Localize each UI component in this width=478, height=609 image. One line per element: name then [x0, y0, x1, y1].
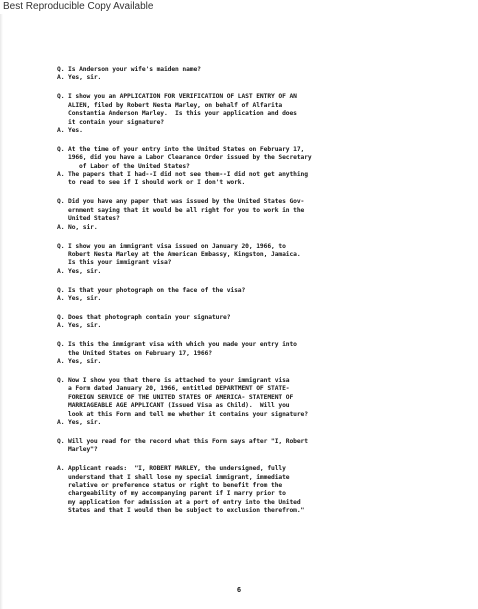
transcript-line	[57, 419, 462, 427]
answer-marker: A.	[57, 74, 65, 82]
answer-marker: A.	[57, 223, 65, 231]
question-marker: Q.	[57, 313, 65, 321]
transcript-line	[57, 215, 462, 223]
transcript-line	[57, 154, 462, 162]
qa-block	[57, 438, 462, 455]
question-marker: Q.	[57, 198, 65, 206]
line-text: Does that photograph contain your signature?	[68, 313, 231, 321]
line-text: Did you have any paper that was issued by the United States Gov-	[68, 198, 305, 206]
transcript-line	[57, 146, 462, 154]
line-text: 1966, did you have a Labor Clearance Order issued by the Secretary	[68, 154, 312, 162]
transcript-line	[57, 163, 462, 171]
line-text: At the time of your entry into the United States on February 17,	[68, 145, 305, 153]
line-text: a Form dated January 20, 1966, entitled DEPARTMENT OF STATE-	[68, 385, 290, 393]
transcript-line	[57, 446, 462, 454]
transcript-line	[57, 110, 462, 118]
line-text: No, sir.	[68, 223, 98, 231]
line-text: States and that I would then be subject to exclusion therefrom."	[68, 507, 305, 515]
transcript-line	[57, 402, 462, 410]
qa-block	[57, 146, 462, 188]
line-text: the United States on February 17, 1966?	[68, 349, 212, 357]
transcript-line	[57, 119, 462, 127]
qa-block	[57, 465, 462, 515]
transcript-line	[57, 314, 462, 322]
line-text: Yes, sir.	[68, 295, 102, 303]
qa-block	[57, 198, 462, 232]
line-text: Is that your photograph on the face of the visa?	[68, 286, 246, 294]
answer-marker: A.	[57, 419, 65, 426]
transcript-line	[57, 465, 462, 473]
answer-marker: A.	[57, 126, 65, 134]
scan-edge	[0, 14, 3, 609]
answer-marker: A.	[57, 171, 65, 179]
transcript-line	[57, 207, 462, 215]
line-text: Yes, sir.	[68, 322, 102, 330]
transcript-line	[57, 243, 462, 251]
transcript-line	[57, 411, 462, 419]
line-text: FOREIGN SERVICE OF THE UNITED STATES OF AMERICA- STATEMENT OF	[68, 393, 294, 401]
transcript-line	[57, 127, 462, 135]
line-text: Applicant reads: "I, ROBERT MARLEY, the undersigned, fully	[68, 465, 286, 473]
line-text: I show you an APPLICATION FOR VERIFICATION OF LAST ENTRY OF AN	[68, 93, 297, 101]
answer-marker: A.	[57, 322, 65, 330]
transcript-line	[57, 74, 462, 82]
transcript-line	[57, 102, 462, 110]
question-marker: Q.	[57, 376, 65, 384]
line-text: ALIEN, filed by Robert Nesta Marley, on behalf of Alfarita	[68, 101, 283, 109]
line-text: MARRIAGEABLE AGE APPLICANT (Issued Visa as Child). Will you	[68, 402, 290, 410]
line-text: look at this Form and tell me whether it contains your signature?	[68, 410, 308, 418]
line-text: The papers that I had--I did not see them--I did not get anything	[68, 171, 308, 179]
question-marker: Q.	[57, 286, 65, 294]
question-marker: Q.	[57, 145, 65, 153]
transcript-line	[57, 224, 462, 232]
line-text: it contain your signature?	[68, 118, 164, 126]
answer-marker: A.	[57, 358, 65, 366]
transcript-line	[57, 66, 462, 74]
transcript-line	[57, 93, 462, 101]
transcript-line	[57, 394, 462, 402]
transcript-line	[57, 259, 462, 267]
line-text: Yes, sir.	[68, 74, 102, 82]
line-text: chargeability of my accompanying parent if I marry prior to	[68, 490, 286, 498]
transcript-line	[57, 268, 462, 276]
qa-block	[57, 314, 462, 331]
transcript-line	[57, 358, 462, 366]
question-marker: Q.	[57, 66, 65, 73]
line-text: Is this your immigrant visa?	[68, 259, 172, 267]
line-text: Yes, sir.	[68, 267, 102, 275]
line-text: United States?	[68, 215, 120, 223]
reproduction-banner: Best Reproducible Copy Available	[3, 1, 154, 12]
qa-block	[57, 93, 462, 135]
line-text: relative or preference status or right to benefit from the	[68, 482, 283, 490]
transcript-line	[57, 179, 462, 187]
qa-block	[57, 287, 462, 304]
transcript-line	[57, 350, 462, 358]
answer-marker: A.	[57, 295, 65, 303]
transcript-line	[57, 322, 462, 330]
line-text: Marley"?	[68, 446, 98, 454]
line-text: Yes, sir.	[68, 358, 102, 366]
line-text: of Labor of the United States?	[79, 162, 190, 170]
transcript-line	[57, 474, 462, 482]
transcript-line	[57, 499, 462, 507]
line-text: I show you an immigrant visa issued on January 20, 1966, to	[68, 242, 286, 250]
answer-marker: A.	[57, 267, 65, 275]
line-text: understand that I shall lose my special immigrant, immediate	[68, 473, 290, 481]
question-marker: Q.	[57, 437, 65, 445]
line-text: ernment saying that it would be all right for you to work in the	[68, 206, 305, 214]
page-number: 6	[236, 586, 242, 594]
qa-block	[57, 66, 462, 83]
line-text: Robert Nesta Marley at the American Embassy, Kingston, Jamaica.	[68, 250, 301, 258]
transcript-line	[57, 385, 462, 393]
line-text: to read to see if I should work or I don't work.	[68, 179, 246, 187]
transcript-line	[57, 287, 462, 295]
line-text: Yes, sir.	[68, 419, 102, 426]
qa-block	[57, 377, 462, 427]
line-text: Yes.	[68, 126, 83, 134]
line-text: Is this the immigrant visa with which you made your entry into	[68, 341, 297, 349]
question-marker: Q.	[57, 242, 65, 250]
transcript-line	[57, 507, 462, 515]
qa-block	[57, 243, 462, 277]
line-text: Now I show you that there is attached to your immigrant visa	[68, 376, 290, 384]
question-marker: Q.	[57, 93, 65, 101]
transcript-body	[57, 66, 462, 526]
transcript-line	[57, 198, 462, 206]
question-marker: Q.	[57, 341, 65, 349]
transcript-line	[57, 295, 462, 303]
line-text: Will you read for the record what this Form says after "I, Robert	[68, 437, 308, 445]
transcript-line	[57, 341, 462, 349]
line-text: Is Anderson your wife's maiden name?	[68, 66, 201, 73]
transcript-line	[57, 490, 462, 498]
transcript-line	[57, 438, 462, 446]
line-text: Constantia Anderson Marley. Is this your application and does	[68, 110, 297, 118]
line-text: my application for admission at a port of entry into the United	[68, 498, 301, 506]
answer-marker: A.	[57, 465, 65, 473]
qa-block	[57, 341, 462, 366]
